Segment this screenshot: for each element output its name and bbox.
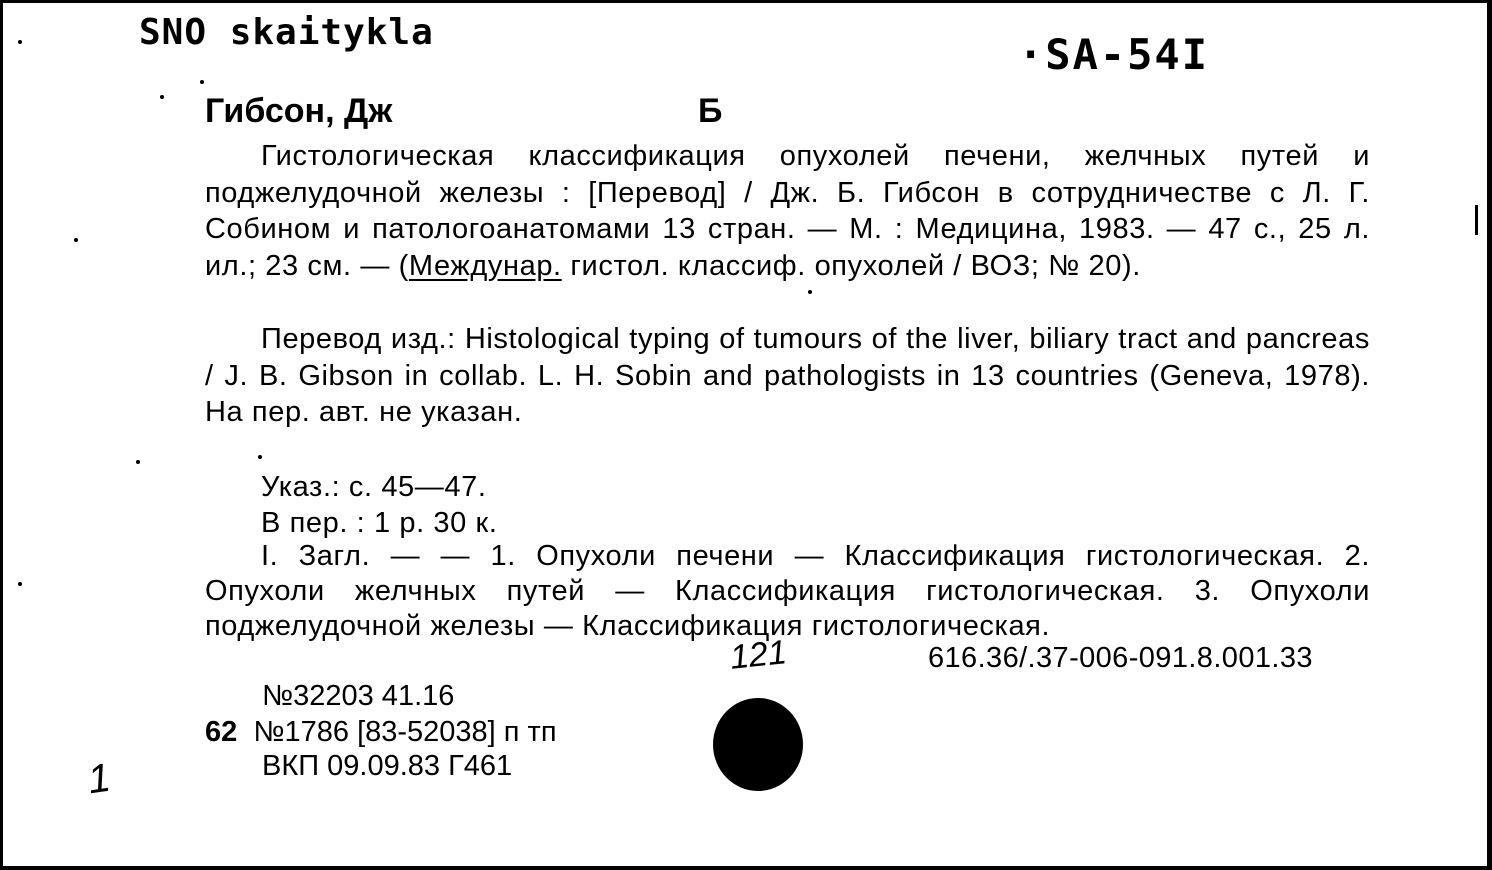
scan-speck <box>18 582 22 586</box>
card-edge-mark <box>1475 205 1478 235</box>
scan-speck <box>136 460 140 464</box>
card-author: Гибсон, Дж <box>205 92 393 130</box>
scan-speck <box>808 290 812 294</box>
card-number-line: №32203 41.16 <box>262 680 455 712</box>
price-note <box>205 505 1370 542</box>
price-note-text: В пер. : 1 р. 30 к. <box>261 507 498 539</box>
card-section-letter: Б <box>698 92 723 130</box>
subject-headings <box>205 539 1370 644</box>
card-border-left <box>0 0 3 870</box>
scan-speck <box>258 455 262 459</box>
index-note-text: Указ.: с. 45—47. <box>261 471 487 503</box>
vkp-line: ВКП 09.09.83 Г461 <box>262 750 513 782</box>
registration-text: №1786 [83-52038] п тп <box>253 716 557 748</box>
card-border-top <box>0 0 1492 3</box>
scan-speck <box>18 40 22 44</box>
original-edition-note <box>205 321 1370 431</box>
subject-headings-text: I. Загл. — — 1. Опухоли печени — Классификация гистологическая. 2. Опухоли желчных путей — Классификация гистологическая. 3. Опухоли поджелудочной железы — Классификация гистологическая. <box>205 540 1370 642</box>
description-text: Гистологическая классификация опухолей печени, желчных путей и поджелудочной железы : [Перевод] / Дж. Б. Гибсон в сотрудничестве с Л. Г. Собином и патологоанатомами 13 стран. — М. : Медицина, 1983. — 47 с., 25 л. ил.; 23 см. — ( <box>205 140 1370 282</box>
description-text-end: гистол. классиф. опухолей / ВОЗ; № 20). <box>561 249 1141 282</box>
punch-hole <box>713 698 803 791</box>
scan-speck <box>74 238 78 242</box>
registration-prefix: 62 <box>205 716 238 748</box>
call-number: ·SA-54I <box>1018 30 1210 79</box>
bibliographic-description <box>205 138 1370 284</box>
handwritten-annotation: 121 <box>728 633 789 677</box>
card-border-bottom <box>0 866 1492 870</box>
handwritten-side-mark: 1 <box>84 755 114 803</box>
card-border-right <box>1487 0 1492 870</box>
scan-speck <box>160 95 164 99</box>
registration-line <box>205 716 557 749</box>
index-note <box>205 469 1370 506</box>
original-edition-text: Перевод изд.: Histological typing of tumours of the liver, biliary tract and pancreas / J. B. Gibson in collab. L. H. Sobin and pathologists in 13 countries (Geneva, 1978). На пер. авт. не указан. <box>205 323 1370 428</box>
series-underlined-word: Междунар. <box>408 249 562 282</box>
scan-speck <box>200 80 204 84</box>
udk-classification: 616.36/.37-006-091.8.001.33 <box>928 642 1313 674</box>
library-stamp: SNO skaitykla <box>139 12 434 53</box>
